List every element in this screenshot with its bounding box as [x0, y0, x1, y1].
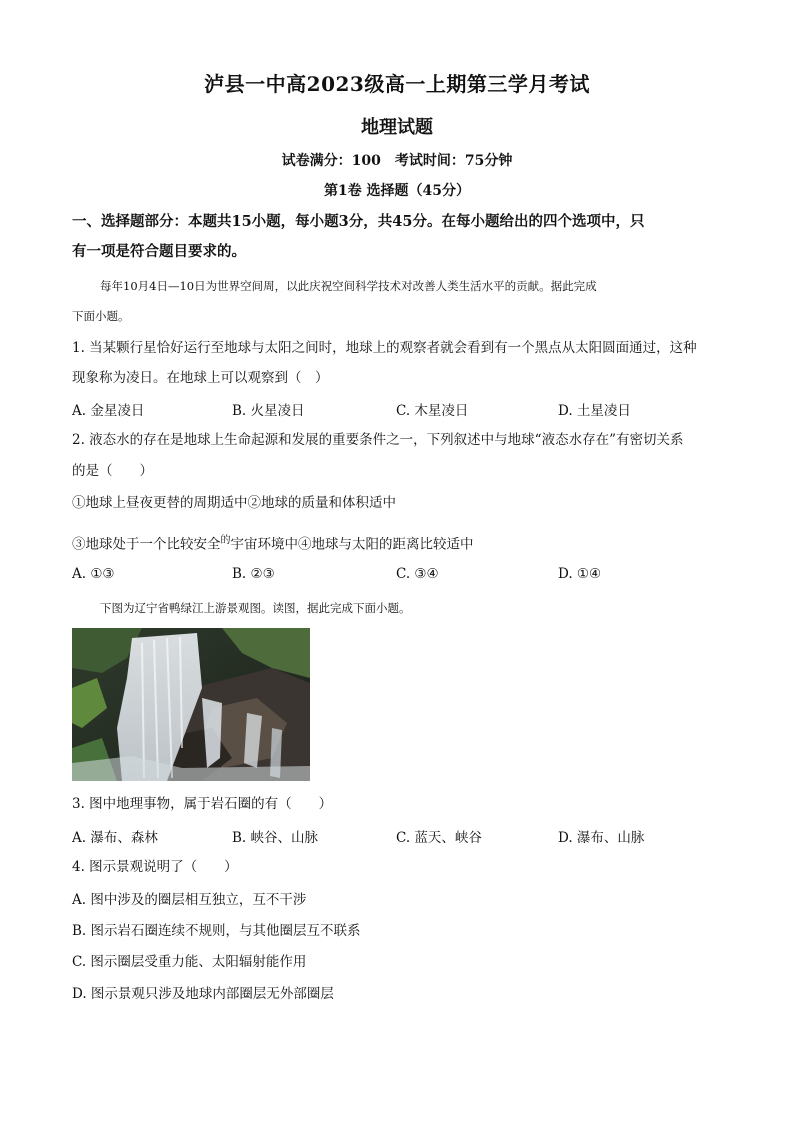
instructions-line-1: 一、选择题部分：本题共15小题，每小题3分，共45分。在每小题给出的四个选项中，只 — [72, 213, 645, 230]
question-4-line-1: 4. 图示景观说明了（ ） — [72, 859, 238, 875]
question-1-option-b[interactable]: B. 火星凌日 — [232, 403, 305, 419]
question-2-option-b[interactable]: B. ②③ — [232, 566, 275, 582]
question-4-option-b[interactable]: B. 图示岩石圈连续不规则，与其他圈层互不联系 — [72, 923, 361, 939]
question-4-option-a[interactable]: A. 图中涉及的圈层相互独立，互不干涉 — [72, 892, 307, 908]
passage-2-line-1: 下图为辽宁省鸭绿江上游景观图。读图，据此完成下面小题。 — [100, 601, 411, 615]
question-1-option-a[interactable]: A. 金星凌日 — [72, 403, 145, 419]
question-2-item-1: ①地球上昼夜更替的周期适中②地球的质量和体积适中 — [72, 495, 396, 511]
question-2-item-2-sup: 的 — [220, 535, 231, 546]
question-2-option-a[interactable]: A. ①③ — [72, 566, 115, 582]
question-1-option-d[interactable]: D. 土星凌日 — [558, 403, 631, 419]
exam-meta: 试卷满分：100 考试时间：75分钟 — [281, 153, 513, 169]
question-1-line-1: 1. 当某颗行星恰好运行至地球与太阳之间时，地球上的观察者就会看到有一个黑点从太阳圆面通过，这种 — [72, 340, 697, 356]
question-4-option-d[interactable]: D. 图示景观只涉及地球内部圈层无外部圈层 — [72, 986, 334, 1002]
question-2-item-2-part-a: ③地球处于一个比较安全 — [72, 536, 221, 553]
question-1-line-2: 现象称为凌日。在地球上可以观察到（ ） — [72, 370, 329, 386]
question-2-option-d[interactable]: D. ①④ — [558, 566, 602, 582]
question-3-line-1: 3. 图中地理事物，属于岩石圈的有（ ） — [72, 796, 333, 812]
waterfall-photo — [72, 628, 310, 781]
question-2-line-2: 的是（ ） — [72, 463, 153, 479]
question-3-option-d[interactable]: D. 瀑布、山脉 — [558, 830, 645, 846]
question-3-option-c[interactable]: C. 蓝天、峡谷 — [396, 830, 482, 846]
section-title: 第1卷 选择题（45分） — [323, 183, 471, 199]
question-2-option-c[interactable]: C. ③④ — [396, 566, 439, 582]
question-4-option-c[interactable]: C. 图示圈层受重力能、太阳辐射能作用 — [72, 954, 307, 970]
question-3-option-a[interactable]: A. 瀑布、森林 — [72, 830, 158, 846]
instructions-line-2: 有一项是符合题目要求的。 — [72, 243, 246, 260]
question-2-item-2 — [72, 531, 732, 555]
passage-1-line-2: 下面小题。 — [72, 309, 130, 323]
question-2-item-2-part-b: 宇宙环境中④地球与太阳的距离比较适中 — [230, 536, 474, 553]
exam-title: 泸县一中高2023级高一上期第三学月考试 — [204, 72, 590, 96]
subject-title: 地理试题 — [361, 117, 433, 138]
waterfall-illustration — [72, 628, 310, 781]
question-1-option-c[interactable]: C. 木星凌日 — [396, 403, 469, 419]
passage-1-line-1: 每年10月4日—10日为世界空间周，以此庆祝空间科学技术对改善人类生活水平的贡献。据此完成 — [100, 279, 597, 293]
question-3-option-b[interactable]: B. 峡谷、山脉 — [232, 830, 319, 846]
question-2-line-1: 2. 液态水的存在是地球上生命起源和发展的重要条件之一，下列叙述中与地球“液态水存在”有密切关系 — [72, 432, 684, 448]
